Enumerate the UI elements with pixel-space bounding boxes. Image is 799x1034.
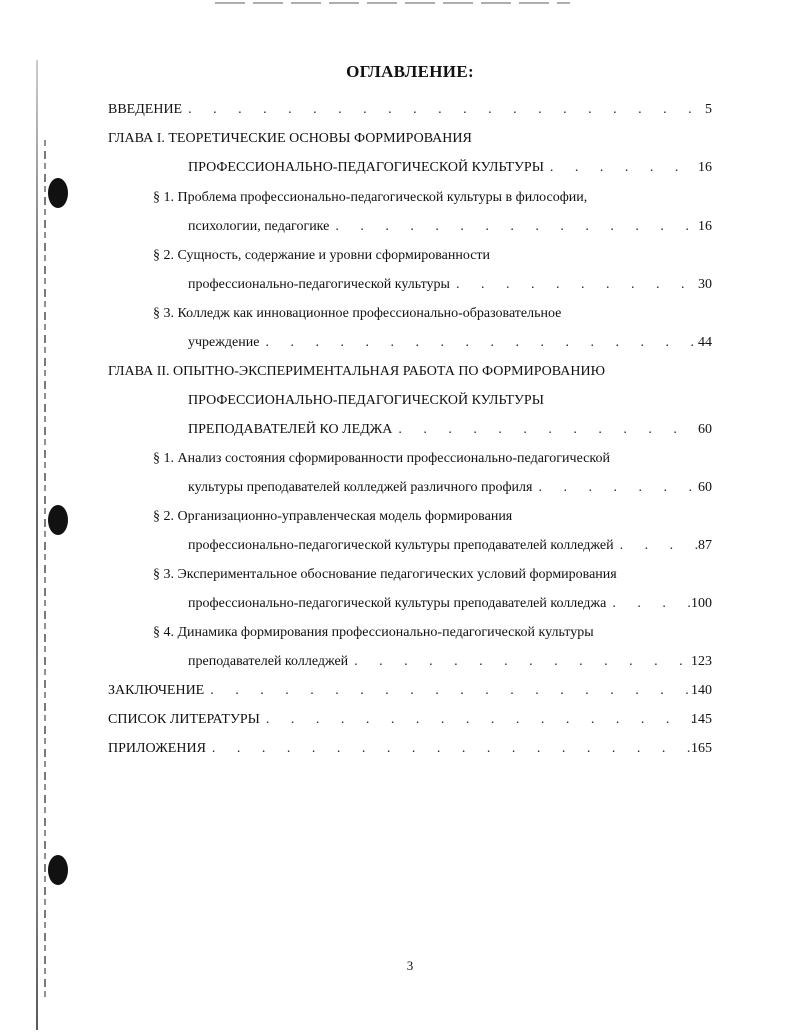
leader-dots xyxy=(265,332,699,354)
toc-section-2-4-title[interactable]: § 4. Динамика формирования профессионально-педагогической культуры xyxy=(153,625,594,640)
toc-chapter-2[interactable] xyxy=(188,419,699,441)
scan-edge-artifact xyxy=(36,60,38,1030)
toc-entry-references[interactable] xyxy=(108,709,699,731)
toc-chapter-2-title-line2[interactable]: ПРОФЕССИОНАЛЬНО-ПЕДАГОГИЧЕСКОЙ КУЛЬТУРЫ xyxy=(188,393,544,408)
toc-section-1-3-title[interactable]: § 3. Колледж как инновационное профессионально-образовательное xyxy=(153,306,562,321)
toc-chapter-1-title[interactable]: ГЛАВА I. ТЕОРЕТИЧЕСКИЕ ОСНОВЫ ФОРМИРОВАНИЯ xyxy=(108,131,472,146)
toc-page-number: 140 xyxy=(691,683,712,698)
toc-section-2-1[interactable] xyxy=(188,477,699,499)
toc-entry-appendices[interactable] xyxy=(108,738,699,760)
toc-entry-title: ПРОФЕССИОНАЛЬНО-ПЕДАГОГИЧЕСКОЙ КУЛЬТУРЫ xyxy=(188,160,544,175)
toc-entry-conclusion[interactable] xyxy=(108,680,699,702)
toc-page-number: 87 xyxy=(698,538,712,553)
toc-entry-title: ПРИЛОЖЕНИЯ xyxy=(108,741,206,756)
leader-dots xyxy=(188,99,699,121)
toc-page-number: 60 xyxy=(698,422,712,437)
toc-entry-title: учреждение xyxy=(188,335,260,350)
binding-hole xyxy=(48,505,68,535)
toc-page-number: 44 xyxy=(698,335,712,350)
toc-section-1-1-title[interactable]: § 1. Проблема профессионально-педагогической культуры в философии, xyxy=(153,190,588,205)
toc-page-number: 60 xyxy=(698,480,712,495)
binding-hole xyxy=(48,178,68,208)
toc-section-2-4[interactable] xyxy=(188,651,699,673)
binding-hole xyxy=(48,855,68,885)
toc-section-1-3[interactable] xyxy=(188,332,699,354)
leader-dots xyxy=(266,709,699,731)
toc-section-2-2[interactable] xyxy=(188,535,699,557)
toc-section-1-1[interactable] xyxy=(188,216,699,238)
toc-page-number: 165 xyxy=(691,741,712,756)
leader-dots xyxy=(335,216,699,238)
toc-entry-title: ВВЕДЕНИЕ xyxy=(108,102,183,117)
toc-section-1-2[interactable] xyxy=(188,274,699,296)
toc-section-2-1-title[interactable]: § 1. Анализ состояния сформированности профессионально-педагогической xyxy=(153,451,610,466)
toc-entry-title: профессионально-педагогической культуры xyxy=(188,277,450,292)
toc-entry-title: профессионально-педагогической культуры преподавателей колледжа xyxy=(188,596,607,611)
toc-page-number: 5 xyxy=(705,102,712,117)
leader-dots xyxy=(354,651,699,673)
page-title: ОГЛАВЛЕНИЕ: xyxy=(346,62,474,81)
toc-entry-introduction[interactable] xyxy=(108,99,699,121)
toc-chapter-2-title[interactable]: ГЛАВА II. ОПЫТНО-ЭКСПЕРИМЕНТАЛЬНАЯ РАБОТА ПО ФОРМИРОВАНИЮ xyxy=(108,364,605,379)
toc-section-2-3[interactable] xyxy=(188,593,699,615)
toc-page-number: 100 xyxy=(691,596,712,611)
toc-entry-title: преподавателей колледжей xyxy=(188,654,349,669)
toc-section-2-3-title[interactable]: § 3. Экспериментальное обоснование педагогических условий формирования xyxy=(153,567,617,582)
toc-page-number: 30 xyxy=(698,277,712,292)
toc-section-1-2-title[interactable]: § 2. Сущность, содержание и уровни сформированности xyxy=(153,248,491,263)
scan-top-artifact xyxy=(215,2,570,4)
toc-page-number: 16 xyxy=(698,160,712,175)
toc-chapter-1[interactable] xyxy=(188,157,699,179)
leader-dots xyxy=(212,738,699,760)
toc-entry-title: психологии, педагогике xyxy=(188,219,330,234)
toc-entry-title: ЗАКЛЮЧЕНИЕ xyxy=(108,683,205,698)
toc-entry-title: СПИСОК ЛИТЕРАТУРЫ xyxy=(108,712,260,727)
toc-page-number: 145 xyxy=(691,712,712,727)
toc-section-2-2-title[interactable]: § 2. Организационно-управленческая модель формирования xyxy=(153,509,513,524)
scan-edge-artifact xyxy=(44,140,46,1000)
page-number: 3 xyxy=(406,958,414,973)
toc-page-number: 16 xyxy=(698,219,712,234)
toc-page-number: 123 xyxy=(691,654,712,669)
toc-entry-title: профессионально-педагогической культуры преподавателей колледжей xyxy=(188,538,614,553)
toc-entry-title: культуры преподавателей колледжей различного профиля xyxy=(188,480,533,495)
leader-dots xyxy=(210,680,699,702)
toc-entry-title: ПРЕПОДАВАТЕЛЕЙ КО ЛЕДЖА xyxy=(188,422,393,437)
